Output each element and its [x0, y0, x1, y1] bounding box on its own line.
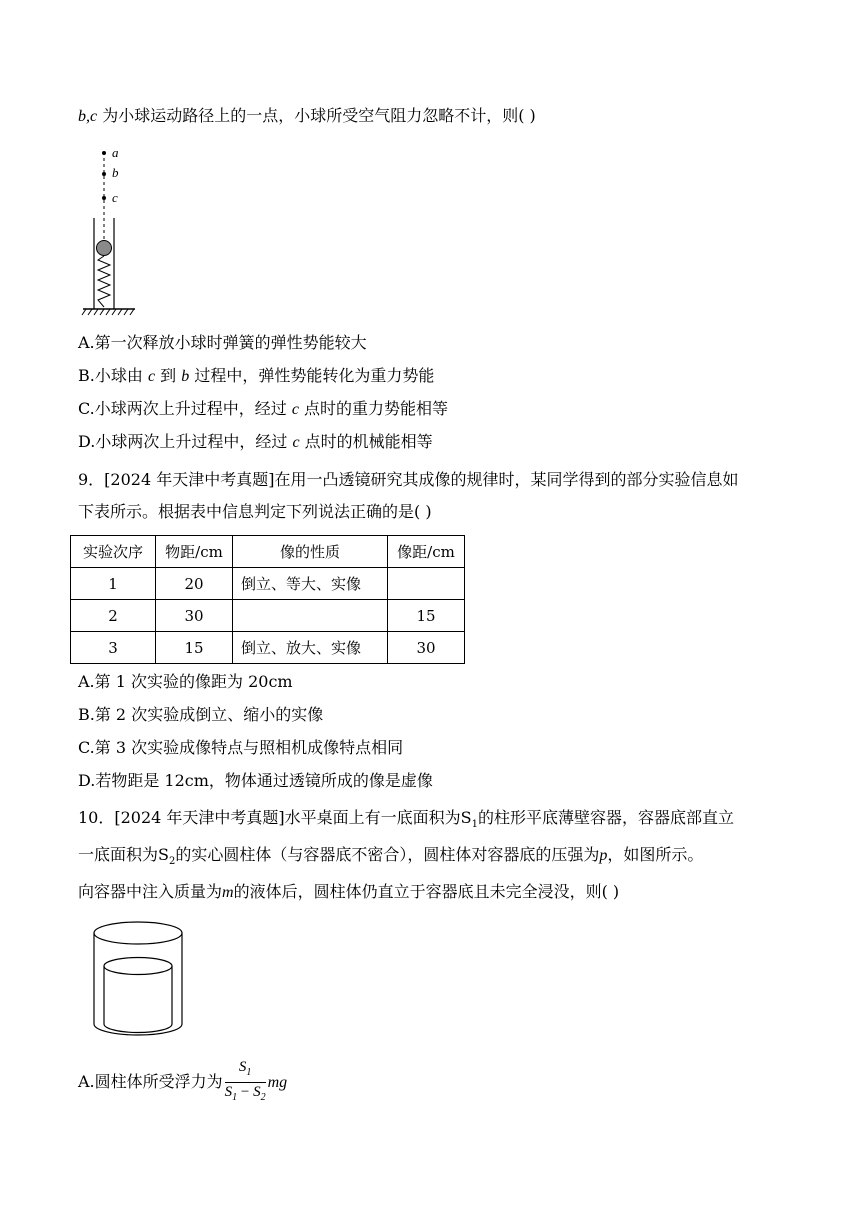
header-object-distance: 物距/cm [156, 536, 233, 568]
q9-stem-line1: 9．[2024 年天津中考真题]在用一凸透镜研究其成像的规律时，某同学得到的部分实验信息如 [78, 470, 739, 489]
header-image-distance: 像距/cm [388, 536, 465, 568]
table-row: 1 20 倒立、等大、实像 [71, 568, 465, 600]
q8-intro-vars: b,c [78, 108, 98, 125]
q9-option-c: C.第 3 次实验成像特点与照相机成像特点相同 [78, 738, 404, 757]
label-c: c [112, 190, 118, 205]
q8-option-b: B.小球由 c 到 b 过程中，弹性势能转化为重力势能 [78, 366, 435, 385]
buoyancy-fraction: $\frac{S_1}{S_1 - S_2}$ [224, 1059, 266, 1103]
q10-stem-line3: 向容器中注入质量为m的液体后，圆柱体仍直立于容器底且未完全浸没，则( ) [78, 882, 620, 901]
q9-option-b: B.第 2 次实验成倒立、缩小的实像 [78, 705, 324, 724]
q10-stem-line1: 10．[2024 年天津中考真题]水平桌面上有一底面积为$S_1$的柱形平底薄壁容器，容器底部直立 [78, 808, 735, 830]
q8-option-a: A.第一次释放小球时弹簧的弹性势能较大 [78, 333, 367, 352]
q10-option-a: A.圆柱体所受浮力为 $\frac{S_1}{S_1 - S_2}$ mg [78, 1058, 287, 1107]
q8-option-d: D.小球两次上升过程中，经过 c 点时的机械能相等 [78, 432, 433, 451]
q8-intro [78, 106, 536, 127]
q9-stem-line2: 下表所示。根据表中信息判定下列说法正确的是( ) [78, 502, 432, 521]
q9-option-a: A.第 1 次实验的像距为 20cm [78, 672, 293, 691]
experiment-table [70, 535, 465, 664]
label-a: a [112, 145, 119, 160]
q10-stem-line2: 一底面积为$S_2$的实心圆柱体（与容器底不密合），圆柱体对容器底的压强为p，如图所示。 [78, 845, 704, 867]
table-row: 3 15 倒立、放大、实像 30 [71, 632, 465, 664]
q9-option-d: D.若物距是 12cm，物体通过透镜所成的像是虚像 [78, 771, 433, 790]
q8-intro-text: 为小球运动路径上的一点，小球所受空气阻力忽略不计，则( ) [97, 106, 536, 125]
spring-ball-figure [80, 144, 150, 314]
header-image-nature: 像的性质 [233, 536, 388, 568]
table-row: 2 30 15 [71, 600, 465, 632]
label-b: b [112, 165, 119, 180]
q8-option-c: C.小球两次上升过程中，经过 c 点时的重力势能相等 [78, 399, 449, 418]
table-header-row [71, 536, 465, 568]
header-order: 实验次序 [71, 536, 156, 568]
container-cylinder-figure [90, 918, 190, 1044]
